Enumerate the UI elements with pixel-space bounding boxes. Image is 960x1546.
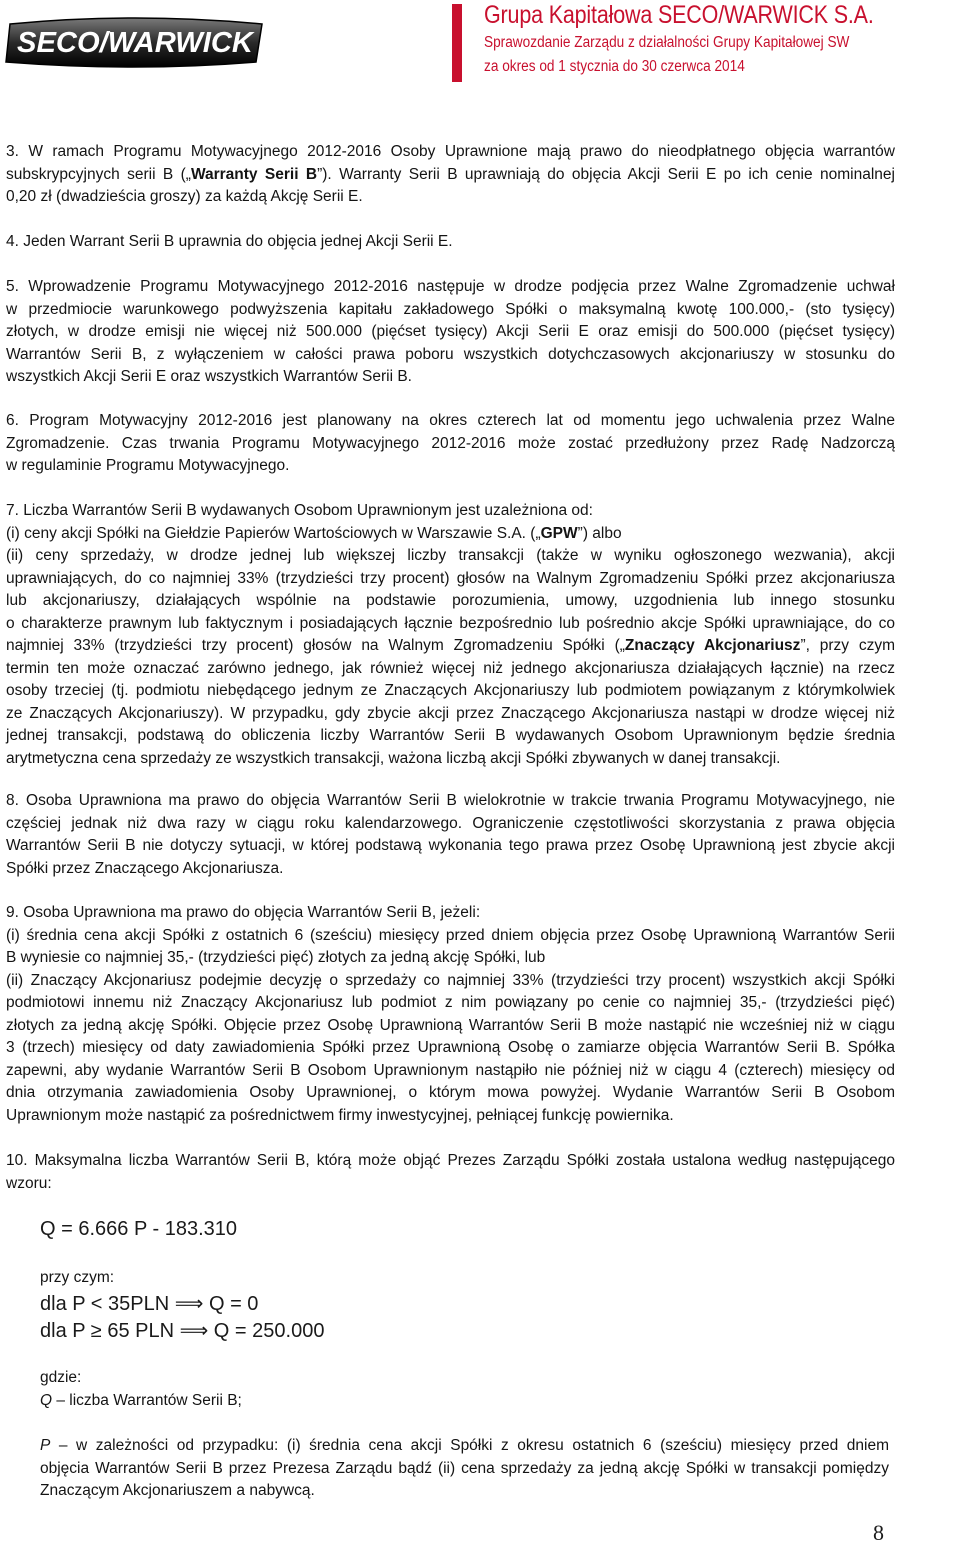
text-line: podmiotowi innemu niż Znaczący Akcjonariusz lub podmiot z nim powiązany po cenie co najmniej 35,- (trzydzieści pięć) bbox=[6, 994, 895, 1011]
text-line: złotych, w drodze emisji nie więcej niż 500.000 (pięćset tysięcy) Akcji Serii E oraz emisji do 500.000 (pięćset tysięcy) bbox=[6, 323, 895, 340]
text-line: P – w zależności od przypadku: (i) średnia cena akcji Spółki z okresu ostatnich 6 (sześciu) miesięcy przed dniem bbox=[40, 1437, 889, 1454]
logo-text: SECO/WARWICK bbox=[17, 27, 256, 59]
text-line: objęcia Warrantów Serii B przez Prezesa Zarządu bądź (ii) cena sprzedaży za jedną akcję Spółki w transakcji pomiędzy bbox=[40, 1459, 889, 1477]
term-significant-shareholder: Znaczący Akcjonariusz bbox=[624, 637, 801, 654]
term-warranty: Warranty Serii B bbox=[190, 165, 318, 183]
formula-condition-1: dla P < 35PLN ⟹ Q = 0 bbox=[40, 1293, 259, 1315]
text-line: 3. W ramach Programu Motywacyjnego 2012-2016 Osoby Uprawnione mają prawo do nieodpłatnego objęcia warrantów bbox=[6, 143, 895, 160]
paragraph-6 bbox=[6, 410, 895, 478]
text-line: Spółki przez Znaczącego Akcjonariusza. bbox=[6, 859, 284, 877]
text-line: 4. Jeden Warrant Serii B uprawnia do objęcia jednej Akcji Serii E. bbox=[6, 233, 453, 250]
formula-condition-2: dla P ≥ 65 PLN ⟹ Q = 250.000 bbox=[40, 1320, 325, 1342]
formula-main: Q = 6.666 P - 183.310 bbox=[40, 1218, 238, 1240]
text-line: (ii) Znaczący Akcjonariusz podejmie decyzję o sprzedaży co najmniej 33% (trzydzieści trzy procent) wszystkich akcji Spółki bbox=[6, 971, 895, 989]
definitions-label: gdzie: bbox=[40, 1369, 82, 1386]
text-line: 9. Osoba Uprawniona ma prawo do objęcia Warrantów Serii B, jeżeli: bbox=[6, 904, 481, 921]
text-line: 0,20 zł (dwadzieścia groszy) za każdą Akcję Serii E. bbox=[6, 188, 363, 205]
text-line: Warrantów Serii B nie dotyczy sytuacji, w której podstawą wykonania tego prawa przez Osobę Uprawnioną jest zbycie akcji bbox=[6, 837, 895, 854]
text-line: Znaczącym Akcjonariuszem a nabywcą. bbox=[40, 1482, 315, 1499]
header-report: Sprawozdanie Zarządu z działalności Grupy Kapitałowej SW bbox=[484, 34, 850, 51]
paragraph-10 bbox=[6, 1150, 895, 1195]
text-line: Warrantów Serii B, z wyłączeniem w całości prawa poboru wszystkich dotychczasowych akcjonariuszy w stosunku do bbox=[6, 345, 895, 363]
text-line: 3 (trzech) miesięcy od daty zawiadomienia Spółki przez Uprawnioną Osobę o zamiarze objęcia Warrantów Serii B. Spółka bbox=[6, 1039, 895, 1056]
text-line: dnia otrzymania zawiadomienia Osoby Uprawnionej, o którym mowa powyżej. Wydanie Warrantów Serii B Osobom bbox=[6, 1084, 895, 1101]
paragraph-9 bbox=[6, 902, 895, 1127]
page-number: 8 bbox=[873, 1520, 884, 1545]
paragraph-4 bbox=[6, 231, 453, 254]
text-line: o charakterze prawnym lub faktycznym i posiadających łącznie bezpośrednio lub pośrednio akcje Spółki uprawniające, do co bbox=[6, 614, 895, 632]
paragraph-8 bbox=[6, 790, 895, 880]
text-line: złotych za jedną akcję Spółki. Objęcie przez Osobę Uprawnioną Warrantów Serii B może nastąpić nie wcześniej niż w ciągu bbox=[6, 1016, 895, 1034]
symbol-q: Q bbox=[40, 1392, 53, 1409]
formula-where-label: przy czym: bbox=[40, 1269, 115, 1286]
text-line: arytmetyczna cena sprzedaży ze wszystkich transakcji, ważona liczbą akcji Spółki zbywanych w danej transakcji. bbox=[6, 749, 781, 767]
text-line: 6. Program Motywacyjny 2012-2016 jest planowany na okres czterech lat od momentu jego uchwalenia przez Walne bbox=[6, 412, 895, 429]
text-line: B wyniesie co najmniej 35,- (trzydzieści pięć) złotych za jedną akcję Spółki, lub bbox=[6, 949, 546, 966]
text-line: 10. Maksymalna liczba Warrantów Serii B, którą może objąć Prezes Zarządu Spółki została ustalona według następującego bbox=[6, 1152, 895, 1169]
header-accent-bar bbox=[452, 4, 462, 82]
paragraph-7 bbox=[6, 500, 895, 770]
text-line: (ii) ceny sprzedaży, w drodze jednej lub większej liczby transakcji (także w wyniku ogłoszonego wezwania), akcji bbox=[6, 547, 895, 564]
seco-warwick-logo bbox=[4, 16, 266, 68]
text-line: (i) średnia cena akcji Spółki z ostatnich 6 (sześciu) miesięcy przed dniem objęcia przez Osobę Uprawnioną Warrantów Serii bbox=[6, 926, 895, 944]
header-company: Grupa Kapitałowa SECO/WARWICK S.A. bbox=[484, 1, 874, 29]
text-line: jednej transakcji, podstawą do obliczenia liczby Warrantów Serii B wydawanych Osobom Uprawnionym będzie średnia bbox=[6, 727, 895, 744]
text-line: lub akcjonariuszy, działających wspólnie na podstawie porozumienia, umowy, uzgodnienia lub innego stosunku bbox=[6, 592, 895, 609]
text-line: częściej jednak niż dwa razy w ciągu roku kalendarzowego. Ograniczenie częstotliwości skorzystania z prawa objęcia bbox=[6, 814, 895, 832]
text-line: wzoru: bbox=[6, 1174, 52, 1192]
text-line: termin ten może oznaczać zarówno jednego, jak również więcej niż jednego akcjonariusza działających łącznie) na rzecz bbox=[6, 659, 895, 677]
text-line: osoby trzeciej (tj. podmiotu niebędącego jednym ze Znaczących Akcjonariuszy lub podmiotem powiązanym z którymkolwiek bbox=[6, 682, 895, 699]
symbol-p: P bbox=[40, 1437, 51, 1454]
header-period: za okres od 1 stycznia do 30 czerwca 2014 bbox=[484, 58, 745, 75]
term-gpw: GPW bbox=[540, 524, 578, 542]
text-line: 8. Osoba Uprawniona ma prawo do objęcia Warrantów Serii B wielokrotnie w trakcie trwania Programu Motywacyjnego, nie bbox=[6, 792, 895, 809]
text-line: 7. Liczba Warrantów Serii B wydawanych Osobom Uprawnionym jest uzależniona od: bbox=[6, 502, 593, 519]
text-line: wszystkich Akcji Serii E oraz wszystkich Warrantów Serii B. bbox=[6, 368, 412, 385]
text-line: w przedmiocie warunkowego podwyższenia kapitału zakładowego Spółki o maksymalną kwotę 100.000,- (sto tysięcy) bbox=[6, 300, 895, 318]
text-line: (i) ceny akcji Spółki na Giełdzie Papierów Wartościowych w Warszawie S.A. („GPW”) albo bbox=[6, 524, 622, 542]
definition-p bbox=[40, 1435, 889, 1503]
text-line: subskrypcyjnych serii B („Warranty Serii B”). Warranty Serii B uprawniają do objęcia Akcji Serii E po ich cenie nominalnej bbox=[6, 165, 895, 183]
text-line: Zgromadzenie. Czas trwania Programu Motywacyjnego 2012-2016 może zostać przedłużony przez Radę Nadzorczą bbox=[6, 434, 895, 452]
text-line: 5. Wprowadzenie Programu Motywacyjnego 2012-2016 następuje w drodze podjęcia przez Walne Zgromadzenie uchwał bbox=[6, 278, 895, 295]
text-line: uprawniających, do co najmniej 33% (trzydzieści trzy procent) głosów na Walnym Zgromadzeniu Spółki przez akcjonariusza bbox=[6, 569, 895, 587]
text-line: zapewni, aby wydanie Warrantów Serii B Osobom Uprawnionym nastąpiło nie później niż w ciągu 4 (czterech) miesięcy od bbox=[6, 1061, 895, 1079]
text-line: ze Znaczących Akcjonariuszy). W przypadku, gdy zbycie akcji przez Znaczącego Akcjonariusza nastąpi w drodze więcej niż bbox=[6, 704, 895, 722]
text-line: najmniej 33% (trzydzieści trzy procent) głosów na Walnym Zgromadzeniu Spółki („Znaczący Akcjonariusz”, przy czym bbox=[6, 637, 896, 654]
definition-q: Q – liczba Warrantów Serii B; bbox=[40, 1392, 242, 1409]
text-line: Uprawnionym może nastąpić za pośrednictwem firmy inwestycyjnej, pełniącej funkcję powiernika. bbox=[6, 1106, 674, 1124]
paragraph-5 bbox=[6, 276, 895, 389]
paragraph-3 bbox=[6, 141, 895, 209]
text-line: w regulaminie Programu Motywacyjnego. bbox=[6, 457, 290, 474]
